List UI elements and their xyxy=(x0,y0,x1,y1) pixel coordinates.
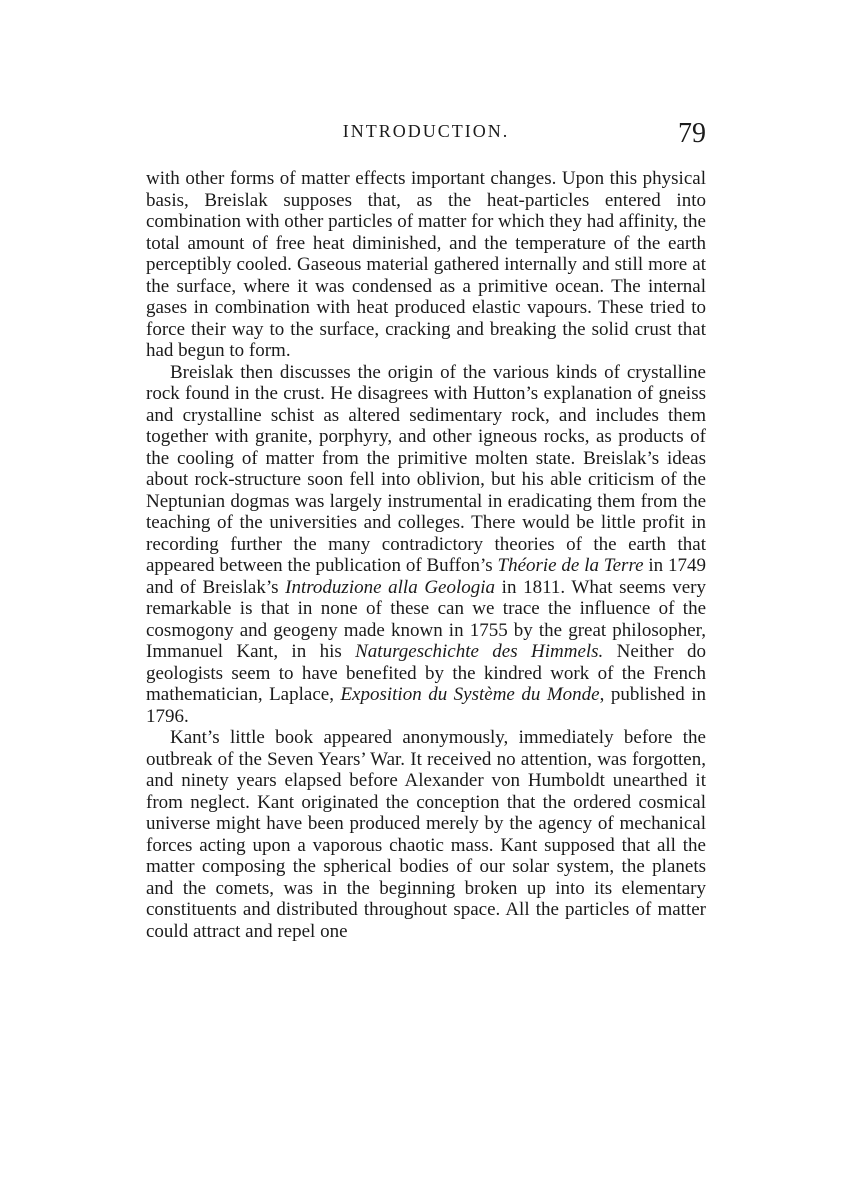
text-run: Neither do geologists seem to have benefited by the kindred work of the French mathematician, Laplace, xyxy=(146,641,707,705)
italic-title: Théorie de la Terre xyxy=(497,555,644,576)
text-run: in 1811. What seems very remarkable is that in none of these can we trace the influence of the cosmogony and geogeny made known in 1755 by the great philosopher, Immanuel Kant, in his xyxy=(146,576,706,662)
italic-title: Exposition du Système du Monde xyxy=(340,684,600,705)
text-run: Kant’s little book appeared anonymously, immediately before the outbreak of the Seven Years’ War. It received no attention, was forgotten, and ninety years elapsed before Alexander von Humboldt unearthed it from neglect. Kant originated the conception that the ordered cosmical universe might have been produced merely by the agency of mechanical forces acting upon a vaporous chaotic mass. Kant supposed that all the matter composing the spherical bodies of our solar system, the planets and the comets, was in the beginning broken up into its elementary constituents and distributed throughout space. All the particles of matter could attract and repel one xyxy=(146,727,706,942)
paragraph xyxy=(146,168,706,362)
paragraph xyxy=(146,727,706,942)
text-run: with other forms of matter effects important changes. Upon this physical basis, Breislak supposes that, as the heat-particles entered into combination with other particles of matter for which they had affinity, the total amount of free heat diminished, and the temperature of the earth perceptibly cooled. Gaseous material gathered internally and still more at the surface, where it was condensed as a primitive ocean. The internal gases in combination with heat produced elastic vapours. These tried to force their way to the surface, cracking and breaking the solid crust that had begun to form. xyxy=(146,168,706,361)
page-header xyxy=(146,118,706,154)
text-run: Breislak then discusses the origin of the various kinds of crystalline rock found in the crust. He disagrees with Hutton’s explanation of gneiss and crystalline schist as altered sedimentary rock, and includes them together with granite, porphyry, and other igneous rocks, as products of the cooling of matter from the primitive molten state. Breislak’s ideas about rock-structure soon fell into oblivion, but his able criticism of the Neptunian dogmas was largely instrumental in eradicating them from the teaching of the universities and colleges. There would be little profit in recording further the many contradictory theories of the earth that appeared between the publication of Buffon’s xyxy=(146,361,706,576)
running-title: INTRODUCTION. xyxy=(342,121,510,141)
paragraph xyxy=(146,362,706,728)
page-number: 79 xyxy=(678,118,706,149)
italic-title: Introduzione alla Geologia xyxy=(285,576,496,598)
text-run: in 1749 and of Breislak’s xyxy=(146,555,707,598)
body-text xyxy=(146,168,706,942)
italic-title: Naturgeschichte des Himmels. xyxy=(355,641,604,662)
text-run: , published in 1796. xyxy=(146,684,706,727)
